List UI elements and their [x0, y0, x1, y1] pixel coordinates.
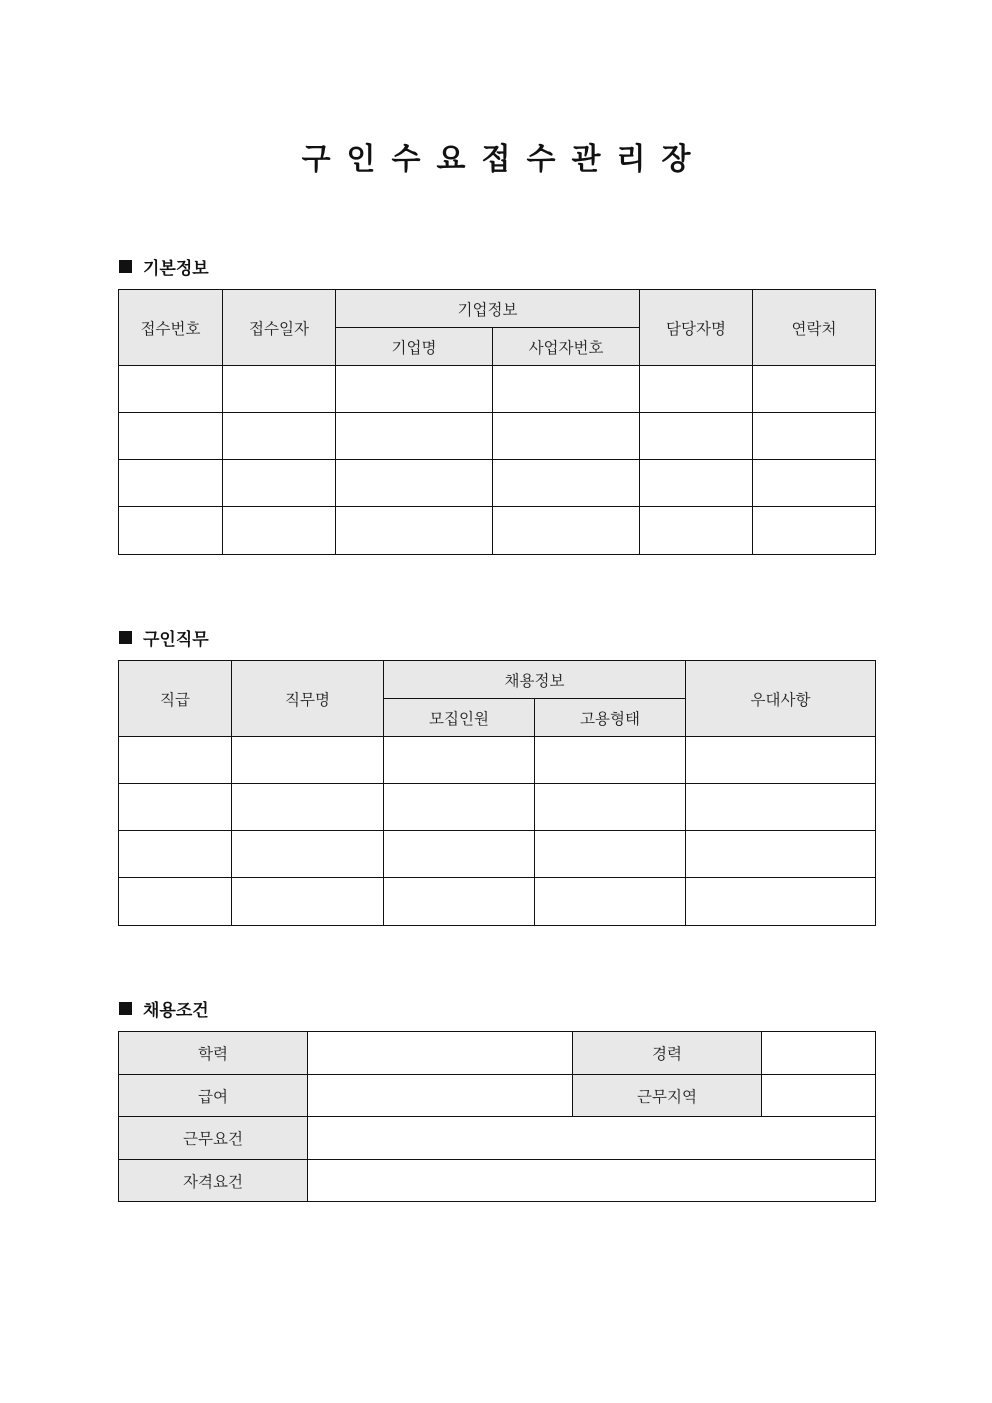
- cell-receipt-no[interactable]: [119, 507, 223, 555]
- label-work-location: 근무지역: [573, 1075, 762, 1117]
- header-contact-person: 담당자명: [640, 290, 753, 366]
- header-employment-type: 고용형태: [535, 699, 686, 737]
- table-row: [119, 507, 876, 555]
- header-preferences: 우대사항: [686, 661, 876, 737]
- square-bullet-icon: [119, 631, 132, 644]
- value-salary[interactable]: [308, 1075, 573, 1117]
- cell-rank[interactable]: [119, 737, 232, 784]
- label-qualifications: 자격요건: [119, 1160, 308, 1202]
- table-row: [119, 831, 876, 878]
- cell-receipt-date[interactable]: [223, 507, 336, 555]
- section-heading-label: 구인직무: [143, 630, 209, 650]
- cell-business-reg-no[interactable]: [493, 366, 640, 413]
- section-heading-conditions: [119, 996, 209, 1021]
- cell-employment-type[interactable]: [535, 737, 686, 784]
- table-row: [119, 460, 876, 507]
- cell-company-name[interactable]: [336, 413, 493, 460]
- table-row: [119, 413, 876, 460]
- cell-business-reg-no[interactable]: [493, 460, 640, 507]
- cell-preferences[interactable]: [686, 737, 876, 784]
- cell-preferences[interactable]: [686, 831, 876, 878]
- header-contact-phone: 연락처: [753, 290, 876, 366]
- cell-rank[interactable]: [119, 831, 232, 878]
- cell-business-reg-no[interactable]: [493, 413, 640, 460]
- header-business-reg-no: 사업자번호: [493, 328, 640, 366]
- header-company-info: 기업정보: [336, 290, 640, 328]
- cell-contact-person[interactable]: [640, 366, 753, 413]
- section-heading-label: 채용조건: [143, 1001, 209, 1021]
- section-heading-label: 기본정보: [143, 259, 209, 279]
- header-receipt-date: 접수일자: [223, 290, 336, 366]
- cell-receipt-date[interactable]: [223, 413, 336, 460]
- header-headcount: 모집인원: [384, 699, 535, 737]
- cell-headcount[interactable]: [384, 737, 535, 784]
- title-char: 리: [616, 142, 646, 177]
- document-title: [0, 134, 992, 178]
- square-bullet-icon: [119, 260, 132, 273]
- cell-receipt-no[interactable]: [119, 366, 223, 413]
- cell-receipt-date[interactable]: [223, 366, 336, 413]
- job-posting-table: [118, 660, 876, 926]
- title-char: 인: [346, 142, 376, 177]
- table-row: [119, 737, 876, 784]
- header-company-name: 기업명: [336, 328, 493, 366]
- cell-employment-type[interactable]: [535, 831, 686, 878]
- cell-job-title[interactable]: [232, 784, 384, 831]
- title-char: 구: [301, 142, 331, 177]
- cell-preferences[interactable]: [686, 878, 876, 926]
- header-hiring-info: 채용정보: [384, 661, 686, 699]
- title-char: 관: [571, 142, 601, 177]
- cell-contact-person[interactable]: [640, 413, 753, 460]
- cell-contact-phone[interactable]: [753, 460, 876, 507]
- cell-preferences[interactable]: [686, 784, 876, 831]
- value-work-conditions[interactable]: [308, 1117, 876, 1160]
- header-receipt-no: 접수번호: [119, 290, 223, 366]
- cell-contact-phone[interactable]: [753, 413, 876, 460]
- conditions-table: [118, 1031, 876, 1202]
- cell-receipt-date[interactable]: [223, 460, 336, 507]
- value-work-location[interactable]: [762, 1075, 876, 1117]
- value-education[interactable]: [308, 1032, 573, 1075]
- cell-headcount[interactable]: [384, 878, 535, 926]
- cell-headcount[interactable]: [384, 831, 535, 878]
- title-char: 요: [436, 142, 466, 177]
- cell-company-name[interactable]: [336, 507, 493, 555]
- label-work-conditions: 근무요건: [119, 1117, 308, 1160]
- cell-rank[interactable]: [119, 784, 232, 831]
- header-rank: 직급: [119, 661, 232, 737]
- section-heading-job-posting: [119, 625, 209, 650]
- cell-company-name[interactable]: [336, 366, 493, 413]
- header-job-title: 직무명: [232, 661, 384, 737]
- title-char: 수: [391, 142, 421, 177]
- value-qualifications[interactable]: [308, 1160, 876, 1202]
- cell-contact-phone[interactable]: [753, 366, 876, 413]
- cell-receipt-no[interactable]: [119, 460, 223, 507]
- cell-employment-type[interactable]: [535, 878, 686, 926]
- table-row: [119, 784, 876, 831]
- square-bullet-icon: [119, 1002, 132, 1015]
- title-char: 수: [526, 142, 556, 177]
- cell-job-title[interactable]: [232, 831, 384, 878]
- cell-business-reg-no[interactable]: [493, 507, 640, 555]
- value-experience[interactable]: [762, 1032, 876, 1075]
- table-row: [119, 366, 876, 413]
- section-heading-basic-info: [119, 254, 209, 279]
- cell-employment-type[interactable]: [535, 784, 686, 831]
- cell-job-title[interactable]: [232, 737, 384, 784]
- cell-contact-person[interactable]: [640, 507, 753, 555]
- cell-contact-person[interactable]: [640, 460, 753, 507]
- cell-receipt-no[interactable]: [119, 413, 223, 460]
- cell-headcount[interactable]: [384, 784, 535, 831]
- label-education: 학력: [119, 1032, 308, 1075]
- cell-contact-phone[interactable]: [753, 507, 876, 555]
- cell-job-title[interactable]: [232, 878, 384, 926]
- label-experience: 경력: [573, 1032, 762, 1075]
- label-salary: 급여: [119, 1075, 308, 1117]
- title-char: 장: [661, 142, 691, 177]
- table-row: [119, 878, 876, 926]
- basic-info-table: [118, 289, 876, 555]
- cell-rank[interactable]: [119, 878, 232, 926]
- title-char: 접: [481, 142, 511, 177]
- cell-company-name[interactable]: [336, 460, 493, 507]
